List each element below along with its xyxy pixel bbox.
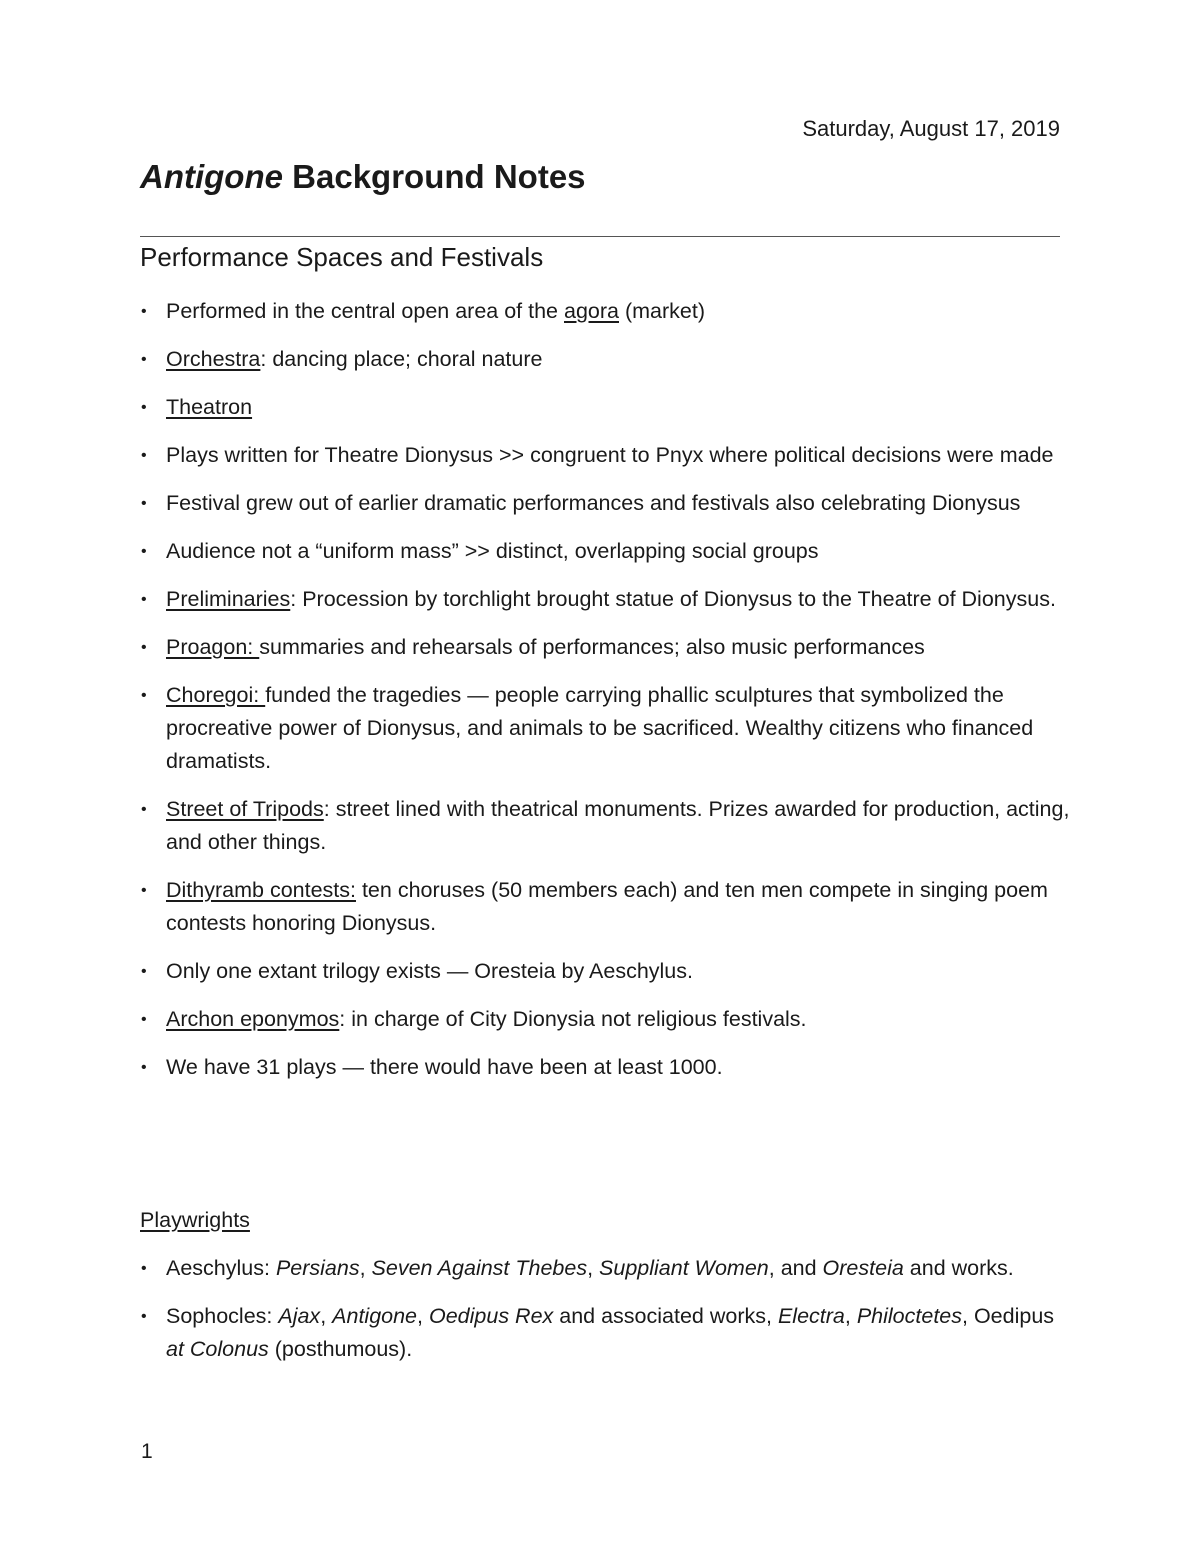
list-item <box>140 679 1070 778</box>
item-text: : street lined with theatrical monuments. Prizes awarded for production, acting, and other things. <box>166 797 1070 854</box>
list-item <box>140 583 1070 616</box>
item-term: agora <box>564 299 619 323</box>
item-term: Orchestra <box>166 347 261 371</box>
item-text: (posthumous). <box>268 1337 413 1361</box>
item-text: , <box>844 1304 857 1328</box>
bullet-icon: • <box>141 591 147 608</box>
title-italic-part: Antigone <box>140 158 283 195</box>
item-text: : in charge of City Dionysia not religious festivals. <box>339 1007 807 1031</box>
list-item <box>140 955 1070 988</box>
item-text: and works. <box>903 1256 1014 1280</box>
item-text: Plays written for Theatre Dionysus >> congruent to Pnyx where political decisions were made <box>166 443 1054 467</box>
item-text: ten choruses (50 members each) and ten men compete in singing poem contests honoring Dionysus. <box>166 878 1048 935</box>
bullet-icon: • <box>141 801 147 818</box>
section-heading: Performance Spaces and Festivals <box>140 242 544 272</box>
title-rest-part: Background Notes <box>282 158 586 195</box>
item-term: Choregoi: <box>166 683 266 707</box>
list-item <box>140 631 1070 664</box>
item-text: , Oedipus <box>962 1304 1055 1328</box>
bullet-icon: • <box>141 399 147 416</box>
bullet-icon: • <box>141 1011 147 1028</box>
item-text: , <box>587 1256 600 1280</box>
document-title <box>140 158 586 196</box>
list-item <box>140 874 1070 940</box>
bullet-icon: • <box>141 447 147 464</box>
item-term: Archon eponymos <box>166 1007 340 1031</box>
page-number: 1 <box>141 1440 153 1463</box>
list-item-aeschylus <box>140 1252 1070 1285</box>
bullet-icon: • <box>141 1308 147 1325</box>
item-text: summaries and rehearsals of performances; also music performances <box>259 635 925 659</box>
work-title: Seven Against Thebes <box>371 1256 588 1280</box>
item-text: , <box>417 1304 429 1328</box>
item-term: Preliminaries <box>166 587 291 611</box>
item-term: Theatron <box>166 395 253 419</box>
list-item <box>140 1003 1070 1036</box>
item-text: Only one extant trilogy exists — Oresteia by Aeschylus. <box>166 959 693 983</box>
playwright-name: Aeschylus: <box>166 1256 276 1280</box>
bullet-icon: • <box>141 882 147 899</box>
list-item <box>140 343 1070 376</box>
item-term: Street of Tripods <box>166 797 324 821</box>
festival-notes-list <box>140 295 1070 1084</box>
item-text: funded the tragedies — people carrying phallic sculptures that symbolized the procreative power of Dionysus, and animals to be sacrificed. Wealthy citizens who financed dramatists. <box>166 683 1034 773</box>
work-title: Suppliant Women <box>599 1256 769 1280</box>
bullet-icon: • <box>141 1260 147 1277</box>
item-text: (market) <box>619 299 705 323</box>
work-title: Ajax <box>278 1304 321 1328</box>
list-item <box>140 295 1070 328</box>
playwrights-list <box>140 1252 1070 1366</box>
work-title: Oresteia <box>822 1256 904 1280</box>
item-text: : dancing place; choral nature <box>260 347 543 371</box>
list-item-sophocles <box>140 1300 1070 1366</box>
item-text: Audience not a “uniform mass” >> distinct, overlapping social groups <box>166 539 819 563</box>
bullet-icon: • <box>141 351 147 368</box>
list-item <box>140 487 1070 520</box>
item-text: Festival grew out of earlier dramatic performances and festivals also celebrating Dionysus <box>166 491 1021 515</box>
list-item <box>140 391 1070 424</box>
bullet-icon: • <box>141 543 147 560</box>
work-title: Electra <box>777 1304 845 1328</box>
item-text: , <box>359 1256 372 1280</box>
work-title: Antigone <box>332 1304 418 1328</box>
work-title: Persians <box>275 1256 360 1280</box>
item-text: , <box>320 1304 333 1328</box>
bullet-icon: • <box>141 495 147 512</box>
work-title: Oedipus Rex <box>428 1304 554 1328</box>
item-text: : Procession by torchlight brought statue of Dionysus to the Theatre of Dionysus. <box>290 587 1056 611</box>
list-item <box>140 793 1070 859</box>
item-term: Dithyramb contests: <box>166 878 356 902</box>
bullet-icon: • <box>141 639 147 656</box>
item-text: and associated works, <box>553 1304 778 1328</box>
list-item <box>140 1051 1070 1084</box>
list-item <box>140 535 1070 568</box>
work-title: Philoctetes <box>856 1304 962 1328</box>
bullet-icon: • <box>141 1059 147 1076</box>
item-text: , and <box>768 1256 823 1280</box>
document-date: Saturday, August 17, 2019 <box>802 116 1060 141</box>
playwright-name: Sophocles: <box>166 1304 279 1328</box>
bullet-icon: • <box>141 963 147 980</box>
item-text: Performed in the central open area of the <box>166 299 564 323</box>
item-text: We have 31 plays — there would have been at least 1000. <box>166 1055 723 1079</box>
item-term: Proagon: <box>166 635 260 659</box>
playwrights-heading: Playwrights <box>140 1208 250 1232</box>
bullet-icon: • <box>141 687 147 704</box>
work-title: at Colonus <box>166 1337 269 1361</box>
heading-divider <box>140 236 1060 237</box>
bullet-icon: • <box>141 303 147 320</box>
list-item <box>140 439 1070 472</box>
